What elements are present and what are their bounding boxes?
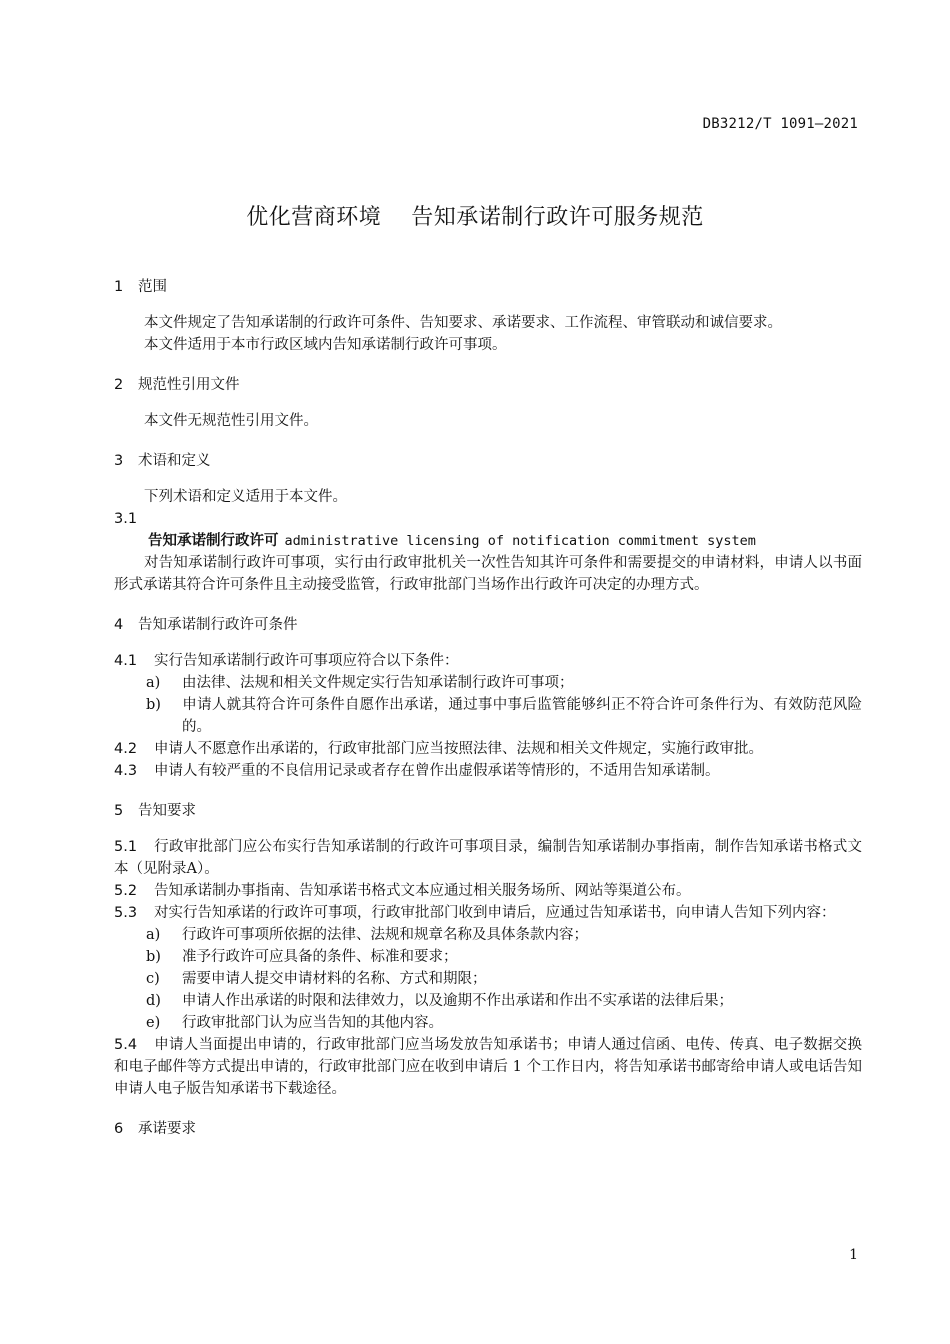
list-item: a) 行政许可事项所依据的法律、法规和规章名称及具体条款内容； xyxy=(146,927,588,943)
section-heading-6: 6 承诺要求 xyxy=(114,1121,196,1137)
paragraph: 下列术语和定义适用于本文件。 xyxy=(144,489,347,505)
list-item: e) 行政审批部门认为应当告知的其他内容。 xyxy=(146,1015,443,1031)
section-heading-5: 5 告知要求 xyxy=(114,803,196,819)
clause-4-1: 4.1 实行告知承诺制行政许可事项应符合以下条件： xyxy=(114,653,459,669)
section-heading-1: 1 范围 xyxy=(114,279,167,295)
title-part-1: 优化营商环境 xyxy=(246,205,382,230)
list-item: b) 准予行政许可应具备的条件、标准和要求； xyxy=(146,949,458,965)
term-definition: 对告知承诺制行政许可事项，实行由行政审批机关一次性告知其许可条件和需要提交的申请材料，申请人以书面形式承诺其符合许可条件且主动接受监管，行政审批部门当场作出行政许可决定的办理方式。 xyxy=(114,555,862,593)
paragraph: 本文件规定了告知承诺制的行政许可条件、告知要求、承诺要求、工作流程、审管联动和诚信要求。 xyxy=(144,315,782,331)
term-chinese: 告知承诺制行政许可 xyxy=(148,533,279,549)
clause-5-4: 5.4 申请人当面提出申请的，行政审批部门应当场发放告知承诺书；申请人通过信函、电传、传真、电子数据交换和电子邮件等方式提出申请的，行政审批部门应在收到申请后 1 个工作日内，将告知承诺书邮寄给申请人或电话告知申请人电子版告知承诺书下载途径。 xyxy=(114,1037,862,1097)
clause-4-3: 4.3 申请人有较严重的不良信用记录或者存在曾作出虚假承诺等情形的，不适用告知承诺制。 xyxy=(114,763,720,779)
clause-4-2: 4.2 申请人不愿意作出承诺的，行政审批部门应当按照法律、法规和相关文件规定，实施行政审批。 xyxy=(114,741,763,757)
paragraph: 本文件无规范性引用文件。 xyxy=(144,413,318,429)
term-english: administrative licensing of notification commitment system xyxy=(284,533,756,549)
section-heading-4: 4 告知承诺制行政许可条件 xyxy=(114,617,298,633)
section-heading-3: 3 术语和定义 xyxy=(114,453,211,469)
list-item: b) 申请人就其符合许可条件自愿作出承诺，通过事中事后监管能够纠正不符合许可条件行为、有效防范风险的。 xyxy=(146,697,862,735)
term-entry xyxy=(114,530,862,552)
standard-code: DB3212/T 1091—2021 xyxy=(702,116,858,132)
clause-5-3: 5.3 对实行告知承诺的行政许可事项，行政审批部门收到申请后，应通过告知承诺书，向申请人告知下列内容： xyxy=(114,905,836,921)
clause-5-2: 5.2 告知承诺制办事指南、告知承诺书格式文本应通过相关服务场所、网站等渠道公布。 xyxy=(114,883,691,899)
list-item: c) 需要申请人提交申请材料的名称、方式和期限； xyxy=(146,971,487,987)
clause-5-1: 5.1 行政审批部门应公布实行告知承诺制的行政许可事项目录，编制告知承诺制办事指南，制作告知承诺书格式文本（见附录A）。 xyxy=(114,839,862,877)
list-item: a) 由法律、法规和相关文件规定实行告知承诺制行政许可事项； xyxy=(146,675,574,691)
document-title xyxy=(0,200,950,231)
section-heading-2: 2 规范性引用文件 xyxy=(114,377,240,393)
paragraph: 本文件适用于本市行政区域内告知承诺制行政许可事项。 xyxy=(144,337,507,353)
title-part-2: 告知承诺制行政许可服务规范 xyxy=(411,205,704,230)
term-number: 3.1 xyxy=(114,511,138,527)
page-number: 1 xyxy=(849,1247,858,1263)
document-body xyxy=(114,276,862,1140)
list-item: d) 申请人作出承诺的时限和法律效力，以及逾期不作出承诺和作出不实承诺的法律后果； xyxy=(146,993,733,1009)
